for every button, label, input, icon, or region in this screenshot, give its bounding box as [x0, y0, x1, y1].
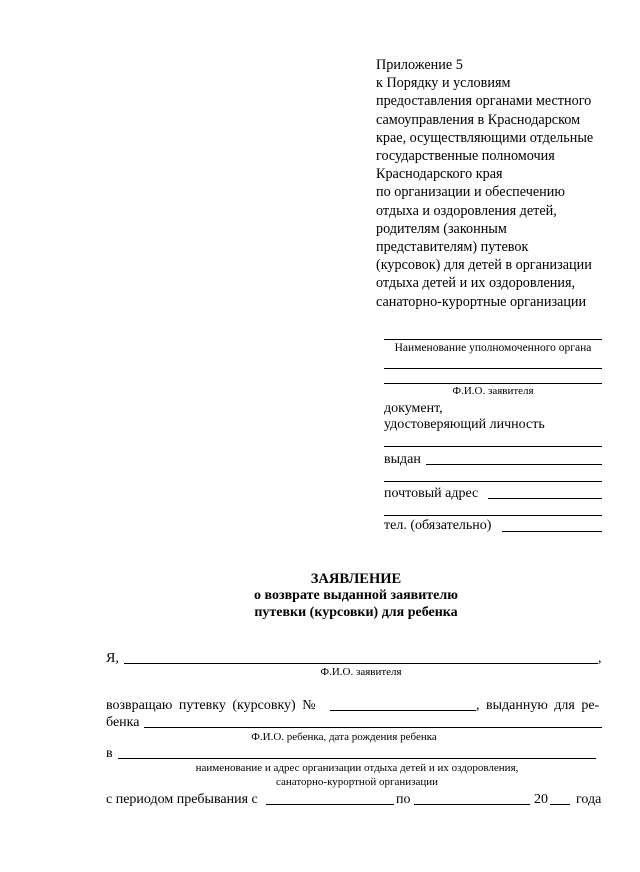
- postal-address-field[interactable]: [488, 498, 602, 499]
- appendix-line: по организации и обеспечению: [376, 184, 565, 201]
- return-voucher-text: возвращаю путевку (курсовку) №: [106, 698, 316, 713]
- applicant-caption: Ф.И.О. заявителя: [452, 385, 534, 397]
- year-field[interactable]: [550, 804, 570, 805]
- postal-address-field-2[interactable]: [384, 515, 602, 516]
- child-info-caption: Ф.И.О. ребенка, дата рождения ребенка: [251, 731, 437, 743]
- applicant-name-caption: Ф.И.О. заявителя: [320, 666, 402, 678]
- appendix-line: отдыха детей и их оздоровления,: [376, 275, 576, 292]
- appendix-line: государственные полномочия: [376, 148, 555, 165]
- child-label: бенка: [106, 715, 140, 730]
- appendix-line: крае, осуществляющими отдельные: [376, 129, 594, 146]
- appendix-line: отдыха и оздоровления детей,: [376, 202, 557, 219]
- period-label: с периодом пребывания с: [106, 792, 258, 807]
- appendix-line: санаторно-курортные организации: [376, 293, 587, 310]
- document-subtitle: о возврате выданной заявителю: [254, 588, 458, 603]
- organization-field[interactable]: [118, 758, 596, 759]
- phone-field[interactable]: [502, 531, 602, 532]
- appendix-note: [376, 56, 616, 311]
- organization-caption-2: санаторно-курортной организации: [275, 776, 439, 788]
- authority-caption: Наименование уполномоченного органа: [394, 342, 592, 354]
- applicant-name-field[interactable]: [384, 383, 602, 384]
- id-document-label: документ,: [384, 401, 443, 416]
- authority-field-2[interactable]: [384, 368, 602, 369]
- phone-label: тел. (обязательно): [384, 518, 492, 533]
- id-document-field[interactable]: [384, 446, 602, 447]
- appendix-line: (курсовок) для детей в организации: [376, 257, 592, 274]
- issued-label: выдан: [384, 452, 421, 467]
- appendix-line: Приложение 5: [376, 57, 463, 73]
- i-label: Я,: [106, 651, 119, 666]
- appendix-line: представителям) путевок: [376, 239, 529, 256]
- applicant-full-name-field[interactable]: [124, 663, 598, 664]
- organization-caption: наименование и адрес организации отдыха детей и их оздоровления,: [195, 762, 519, 774]
- period-to-label: по: [396, 792, 411, 807]
- child-info-field[interactable]: [144, 727, 602, 728]
- in-label: в: [106, 746, 113, 761]
- issued-field[interactable]: [426, 464, 602, 465]
- document-subtitle-2: путевки (курсовки) для ребенка: [254, 605, 458, 620]
- authority-field[interactable]: [384, 339, 602, 340]
- issued-for-text: , выданную для ре-: [476, 698, 600, 713]
- appendix-line: самоуправления в Краснодарском: [376, 111, 581, 128]
- year-prefix: 20: [534, 792, 548, 807]
- comma: ,: [598, 651, 602, 666]
- appendix-line: к Порядку и условиям: [376, 75, 511, 92]
- id-document-label-2: удостоверяющий личность: [384, 417, 545, 432]
- appendix-line: предоставления органами местного: [376, 93, 592, 110]
- year-suffix: года: [576, 792, 602, 807]
- document-title: ЗАЯВЛЕНИЕ: [310, 571, 402, 587]
- voucher-number-field[interactable]: [330, 710, 476, 711]
- postal-address-label: почтовый адрес: [384, 486, 479, 501]
- issued-field-2[interactable]: [384, 481, 602, 482]
- appendix-line: Краснодарского края: [376, 166, 503, 183]
- appendix-line: родителям (законным: [376, 220, 507, 237]
- period-start-field[interactable]: [266, 804, 394, 805]
- period-end-field[interactable]: [414, 804, 530, 805]
